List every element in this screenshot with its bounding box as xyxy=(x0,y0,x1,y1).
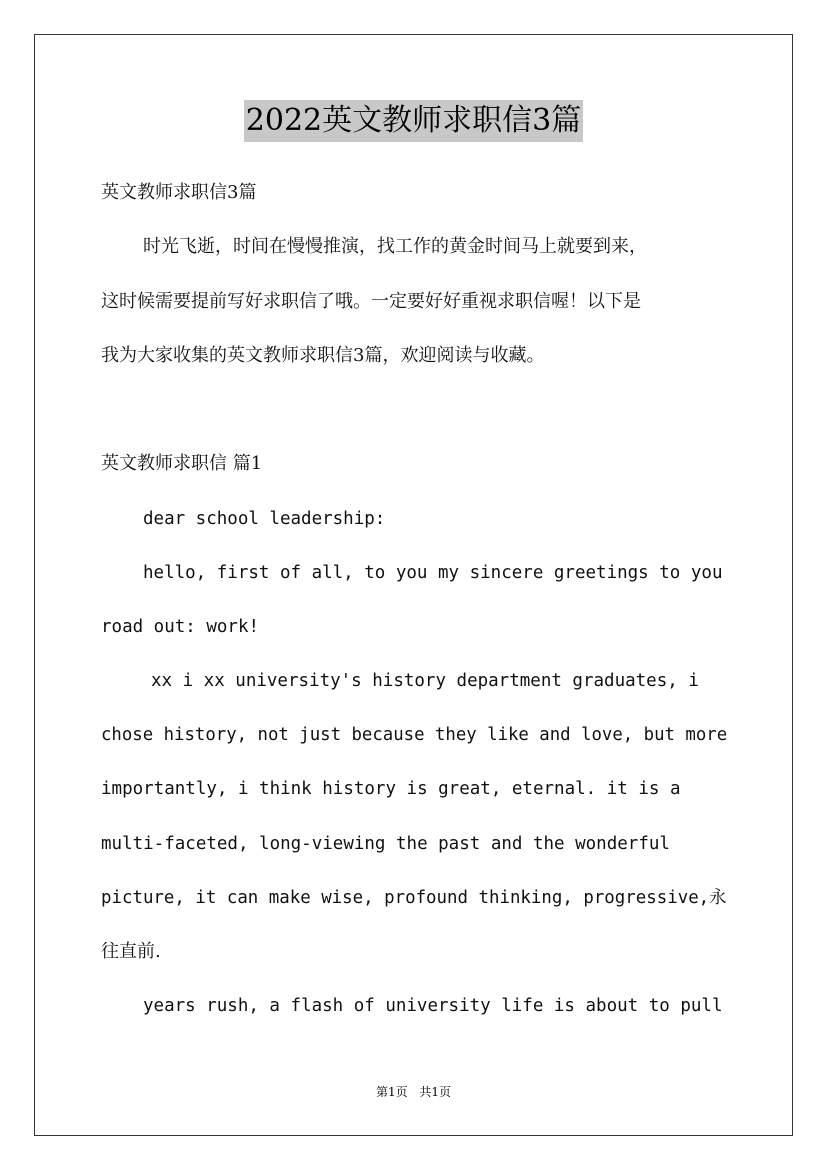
intro-line-1: 时光飞逝，时间在慢慢推演，找工作的黄金时间马上就要到来， xyxy=(143,236,647,257)
page-total: 共1页 xyxy=(419,1085,452,1099)
letter-line-3: road out: work! xyxy=(101,617,260,637)
page-number: 第1页 xyxy=(375,1085,408,1099)
letter-line-10: years rush, a flash of university life is about to pull xyxy=(143,996,723,1016)
letter-line-2: hello, first of all, to you my sincere greetings to you xyxy=(143,563,723,583)
letter-line-8: picture, it can make wise, profound thinking, progressive,永 xyxy=(101,888,727,908)
letter-line-5: chose history, not just because they like and love, but more xyxy=(101,725,728,745)
letter-line-4: xx i xx university's history department graduates, i xyxy=(151,671,699,691)
letter-line-7: multi-faceted, long-viewing the past and the wonderful xyxy=(101,834,670,854)
title-container xyxy=(0,100,827,142)
letter-line-9: 往直前. xyxy=(101,941,161,962)
subtitle: 英文教师求职信3篇 xyxy=(101,182,257,203)
section-heading: 英文教师求职信 篇1 xyxy=(101,453,263,474)
intro-line-3: 我为大家收集的英文教师求职信3篇，欢迎阅读与收藏。 xyxy=(101,345,545,366)
document-title: 2022英文教师求职信3篇 xyxy=(244,100,583,142)
letter-line-6: importantly, i think history is great, eternal. it is a xyxy=(101,779,681,799)
intro-line-2: 这时候需要提前写好求职信了哦。一定要好好重视求职信喔！以下是 xyxy=(101,291,641,312)
letter-line-1: dear school leadership: xyxy=(143,509,386,529)
page-footer xyxy=(0,1083,827,1100)
